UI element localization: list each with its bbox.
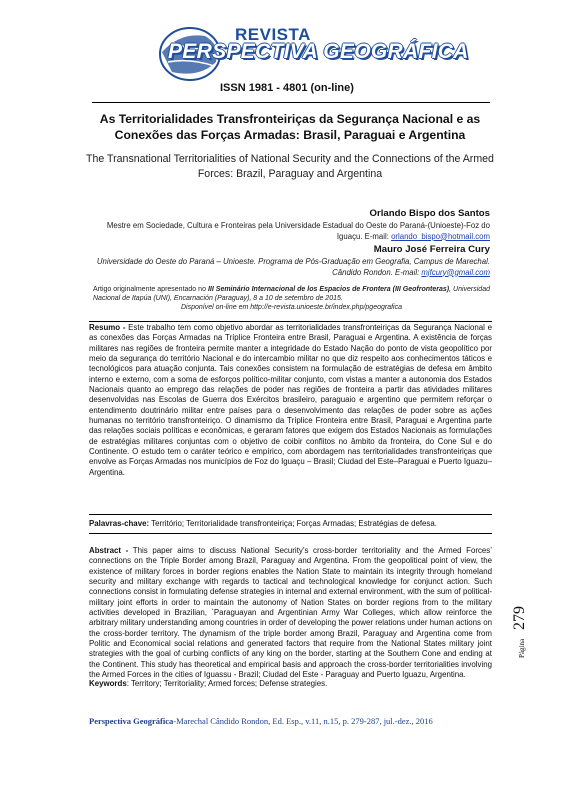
divider-top-resumo — [89, 321, 492, 322]
author-2-name: Mauro José Ferreira Cury — [373, 244, 490, 255]
note-text-c: , Universidad Nacional de Itapúa (UNI), Encarnación (Paraguay), 8 a 10 de setembro de 2015. — [93, 286, 490, 303]
author-1-email-link[interactable]: orlando_bispo@hotmail.com — [391, 231, 490, 241]
page-number — [500, 600, 530, 660]
palavras-text: Território; Territorialidade transfronteiriça; Forças Armadas; Estratégias de defesa. — [149, 519, 437, 528]
note-text-a: Artigo originalmente apresentado no — [93, 286, 208, 293]
note-url: Disponível on-line em http://e-revista.unioeste.br/index.php/pgeografica — [180, 304, 403, 312]
keywords — [89, 679, 492, 689]
author-2-affiliation — [93, 257, 490, 278]
palavras-chave — [89, 519, 492, 529]
keywords-text: : Territory; Territoriality; Armed forces; Defense strategies. — [126, 679, 328, 688]
article-title-en: The Transnational Territorialities of National Security and the Connections of the Armed Forces: Brazil, Paraguay and Argentina — [86, 153, 494, 180]
footer-journal: Perspectiva Geográfica — [89, 716, 174, 726]
author-1-affiliation-text: Mestre em Sociedade, Cultura e Fronteiras pela Universidade Estadual do Oeste do Paraná-(Unioeste)-Foz do Iguaçu. E-mail: — [106, 221, 490, 241]
abstract-label: Abstract - — [89, 546, 129, 555]
issn: ISSN 1981 - 4801 (on-line) — [220, 82, 354, 94]
author-1-affiliation — [93, 221, 490, 242]
divider-abstract — [89, 533, 492, 534]
divider-palavras — [89, 514, 492, 515]
logo-title: PERSPECTIVA GEOGRÁFICA — [168, 40, 469, 63]
abstract-paragraph — [89, 546, 492, 680]
resumo-paragraph — [89, 323, 492, 478]
abstract-text: This paper aims to discuss National Security’s cross-border territoriality and the Armed Forces’ connections on the Triple Border among Brazil, Paraguay and Argentina. From the geopolitical point of view, the existence of military forces in border regions enables the Nation State to maintain its integrity through homeland security and military exchange with regards to tactical and technological knowledge for conjunct action. Such connections consist in formulating defense strategies in internal and external environment, with the sum of political-military joint efforts in order to maintain the autonomy of Nation States on border regions from to the military activities developed in Brazilian, `Paraguayan and Argentinian Army War Colleges, which allow reinforce the arbitrary military understanding among countries in order of developing the power relations under human actions on the cross-border territory. The dynamism of the triple border among Brazil, Paraguay and Argentina come from Politic and Economical social relations and generated factors that require from the National States military joint strategies with the goal of curbing conflicts of any king on the border, starting at the Southern Cone and ending at the Continent. This study has theoretical and empirical basis and approach the cross-border territorialities involving the Armed Forces in the cities of Iguassu - Brazil; Ciudad del Este - Paraguay and Puerto Iguazu, Argentina. — [89, 546, 492, 680]
logo-revista: REVISTA — [235, 25, 311, 44]
author-2-affiliation-text: Universidade do Oeste do Paraná – Unioeste. Programa de Pós-Graduação em Geografia, Campus de Marechal. Cândido Rondon. E-mail: — [96, 257, 490, 277]
resumo-text: Este trabalho tem como objetivo abordar as territorialidades transfronteiriças da Segurança Nacional e as conexões das Forças Armadas na Tríplice Fronteira entre Brasil, Paraguai e Argentina. A existência de forças militares nas regiões de fronteira permite manter a integridade do Estado Nação do ponto de vista geopolítico por meio da segurança do território Nacional e do intercambio militar no que diz respeito aos conhecimentos táticos e tecnológicos para atuação conjunta. Tais conexões consistem na formulação de estratégias de defesa em âmbito interno e externo, com a soma de esforços político-militar conjunto, com vistas a manter a autonomia dos Estados Nacionais quanto ao emprego das relações de poder nas regiões de fronteira a partir das atividades militares desenvolvidas nas Escolas de Guerra dos Exércitos brasileiro, paraguaio e argentino que permitem reforçar o entendimento doutrinário militar entre países para o desenvolvimento das relações de poder sobre as ações humanas no território transfronteiriço. O dinamismo da Tríplice Fronteira entre Brasil, Paraguai e Argentina parte das relações sociais políticas e econômicas, e geraram fatores que exigem dos Estados Nacionais as formulações de estratégias militares conjuntas com o objetivo de coibir conflitos no âmbito da fronteira, do Cone Sul e do Continente. O estudo tem o caráter teórico e empírico, com abordagem nas territorialidades transfronteiriças que envolve as Forças Armadas nos municípios de Foz do Iguaçu – Brasil; Ciudad del Este–Paraguai e Puerto Iguazu–Argentina. — [89, 323, 493, 477]
author-2-email-link[interactable]: mjfcury@gmail.com — [421, 267, 490, 277]
author-1-name: Orlando Bispo dos Santos — [369, 208, 490, 219]
page-number-value: 279 — [511, 606, 528, 630]
article-title-pt: As Territorialidades Transfronteiriças da Segurança Nacional e as Conexões das Forças Armadas: Brasil, Paraguai e Argentina — [99, 112, 481, 142]
footer-citation-text: -Marechal Cândido Rondon, Ed. Esp., v.11, n.15, p. 279-287, jul.-dez., 2016 — [173, 716, 433, 726]
header-divider — [92, 102, 490, 103]
footer-citation — [89, 716, 499, 726]
note-event: III Seminário Internacional de los Espacios de Frontera (III Geofronteras) — [207, 286, 450, 293]
note-availability — [93, 303, 490, 312]
resumo-label: Resumo - — [89, 323, 126, 332]
palavras-label: Palavras-chave: — [89, 519, 150, 528]
pagina-label: Página — [518, 638, 526, 658]
keywords-label: Keywords — [89, 679, 127, 688]
presentation-note — [93, 285, 490, 313]
